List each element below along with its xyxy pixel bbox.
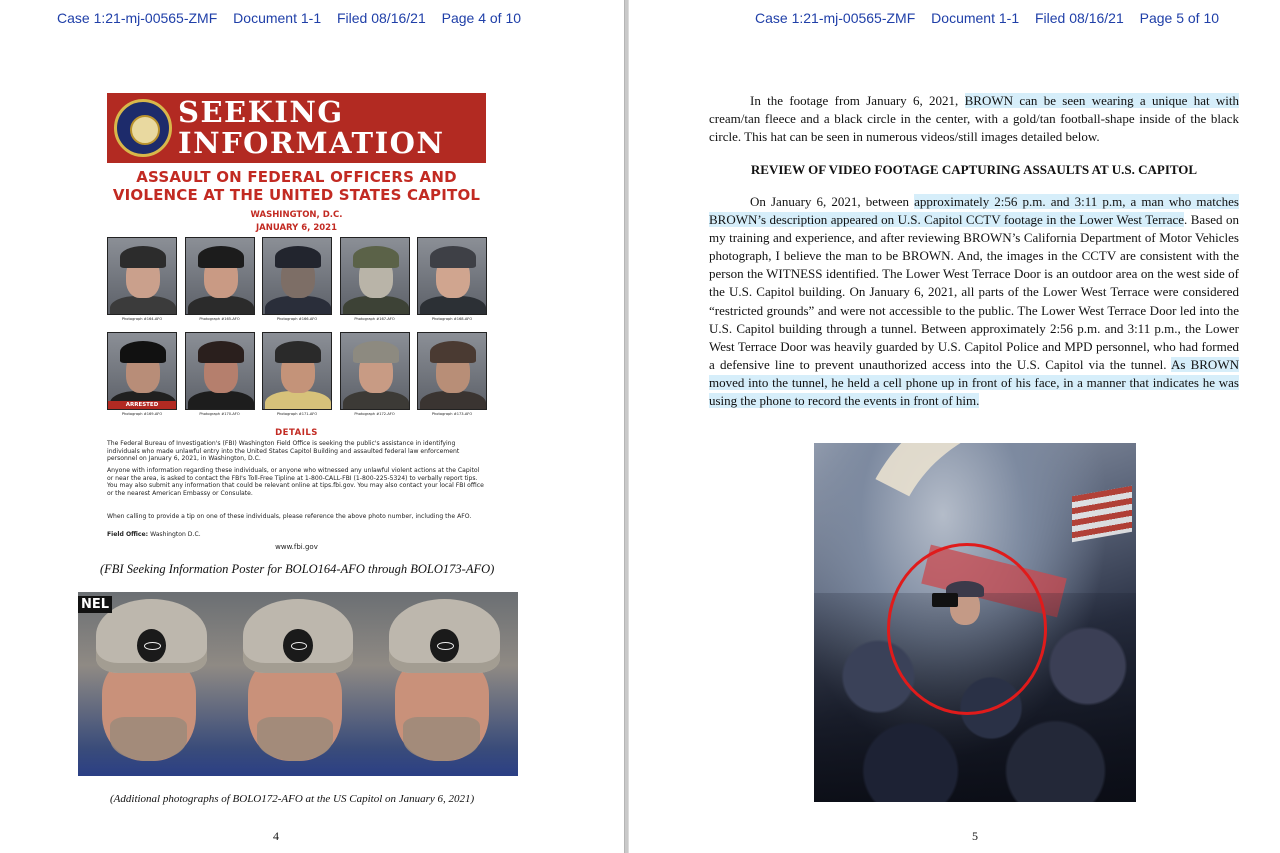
page-count: Page 4 of 10 <box>441 10 522 26</box>
case-header <box>755 10 1231 26</box>
suspect-photo <box>262 332 332 410</box>
video-overlay-label: NEL <box>78 596 112 613</box>
suspect-photo-card <box>417 332 487 416</box>
suspect-photo <box>107 332 177 410</box>
suspect-photo-card <box>107 332 177 416</box>
review-paragraph <box>709 193 1239 410</box>
suspect-photo-caption: Photograph #164-AFO <box>121 317 163 321</box>
page-count: Page 5 of 10 <box>1139 10 1220 26</box>
review-text: . Based on my training and experience, and after reviewing BROWN’s California Department of Motor Vehicles photograph, I believe the man to be BROWN. And, the images in the CCTV are consistent with the person the WITNESS identified. The Lower West Terrace Door is an outdoor area on the west side of the U.S. Capitol building. On January 6, 2021, all parts of the Lower West Terrace were considered “restricted grounds” and were not accessible to the public. The Lower West Terrace Door led into the U.S. Capitol building through a tunnel. Between approximately 2:56 p.m. and 3:11 p.m., the Lower West Terrace Door was heavily guarded by U.S. Capitol Police and MPD personnel, who had formed a defensive line to prevent unauthorized access into the U.S. Capitol via the tunnel. <box>709 212 1240 372</box>
document-page-5 <box>629 0 1280 853</box>
document-number: Document 1-1 <box>931 10 1020 26</box>
suspect-photo <box>185 332 255 410</box>
photo-strip-caption: (Additional photographs of BOLO172-AFO at the US Capitol on January 6, 2021) <box>110 793 475 805</box>
highlighted-text: approximately 2:56 p.m. and 3:11 p.m, a man who matches BROWN’s description appeared on U.S. Capitol CCTV footage in the Lower West Terrace <box>709 194 1239 228</box>
intro-text: cream/tan fleece and a black circle in the center, with a gold/tan football-shape inside of the black circle. This hat can be seen in numerous videos/still images detailed below. <box>709 111 1239 145</box>
poster-url: www.fbi.gov <box>275 543 318 551</box>
field-office-value: Washington D.C. <box>150 531 201 538</box>
suspect-photo-caption: Photograph #169-AFO <box>121 412 163 416</box>
page-number: 4 <box>273 829 279 843</box>
document-page-4 <box>0 0 624 853</box>
hat-emblem-icon <box>137 629 166 662</box>
document-number: Document 1-1 <box>233 10 322 26</box>
suspect-photo <box>185 237 255 315</box>
suspect-photo-caption: Photograph #172-AFO <box>354 412 395 416</box>
poster-subtitle: ASSAULT ON FEDERAL OFFICERS AND VIOLENCE AT THE UNITED STATES CAPITOL <box>112 168 481 204</box>
suspect-photo-card <box>107 237 177 321</box>
review-text: On January 6, 2021, between <box>750 194 915 209</box>
suspect-photo-card <box>262 332 332 416</box>
suspect-photo-caption: Photograph #173-AFO <box>431 412 473 416</box>
poster-banner <box>107 93 486 163</box>
suspect-photo <box>107 237 177 315</box>
suspect-photo <box>262 237 332 315</box>
cctv-footage-still <box>814 443 1136 802</box>
suspect-photo-1 <box>78 592 225 776</box>
intro-paragraph <box>709 92 1239 146</box>
highlighted-text: BROWN can be seen wearing a unique hat with <box>964 93 1240 108</box>
poster-title: SEEKING INFORMATION <box>178 95 445 160</box>
details-paragraph: Anyone with information regarding these individuals, or anyone who witnessed any unlawful violent actions at the Capitol or near the area, is asked to contact the FBI's Toll-Free Tipline at 1-800-CALL-FBI (1-800-225-5324) to verbally report tips. You may also submit any information that could be relevant online at tips.fbi.gov. You may also contact your local FBI office or the nearest American Embassy or Consulate. <box>107 467 484 497</box>
details-paragraph: The Federal Bureau of Investigation's (FBI) Washington Field Office is seeking the public's assistance in identifying individuals who made unlawful entry into the United States Capitol Building and assaulted federal law enforcement personnel on January 6, 2021, in Washington, D.C. <box>107 440 460 463</box>
fbi-seeking-information-poster <box>107 93 486 555</box>
suspect-photo-card <box>417 237 487 321</box>
suspect-photo-caption: Photograph #166-AFO <box>276 317 318 321</box>
fbi-seal-icon <box>114 99 172 157</box>
suspect-photo-caption: Photograph #165-AFO <box>199 317 240 321</box>
suspect-photo <box>340 237 410 315</box>
suspect-photo-caption: Photograph #170-AFO <box>199 412 240 416</box>
filed-date: Filed 08/16/21 <box>1035 10 1124 26</box>
additional-photos-strip <box>78 592 518 776</box>
field-office <box>107 531 201 538</box>
suspect-photo-card <box>340 237 410 321</box>
poster-location: WASHINGTON, D.C. <box>250 210 343 220</box>
hat-emblem-icon <box>283 629 312 662</box>
suspect-photo-caption: Photograph #171-AFO <box>276 412 318 416</box>
suspect-photo-2 <box>225 592 371 776</box>
highlighted-text: As BROWN moved into the tunnel, he held a cell phone up in front of his face, in a manner that indicates he was using the phone to record the events in front of him. <box>709 356 1239 409</box>
intro-text: In the footage from January 6, 2021, <box>750 93 965 108</box>
suspect-photo-caption: Photograph #168-AFO <box>431 317 473 321</box>
poster-date: JANUARY 6, 2021 <box>255 223 338 233</box>
suspect-photo-3 <box>371 592 518 776</box>
case-number: Case 1:21-mj-00565-ZMF <box>755 10 916 26</box>
details-heading: DETAILS <box>275 428 318 438</box>
section-heading: REVIEW OF VIDEO FOOTAGE CAPTURING ASSAULTS AT U.S. CAPITOL <box>750 162 1198 177</box>
suspect-photo <box>340 332 410 410</box>
filed-date: Filed 08/16/21 <box>337 10 426 26</box>
hat-emblem-icon <box>430 629 459 662</box>
suspect-photo-caption: Photograph #167-AFO <box>354 317 395 321</box>
suspect-photo <box>417 237 487 315</box>
case-header <box>57 10 533 26</box>
suspect-photo-card <box>185 237 255 321</box>
suspect-photo-card <box>340 332 410 416</box>
suspect-photo-grid <box>107 237 486 416</box>
red-annotation-circle <box>887 543 1047 715</box>
details-paragraph: When calling to provide a tip on one of these individuals, please reference the above photo number, including the AFO. <box>107 513 472 520</box>
arrested-badge: ARRESTED <box>108 401 176 409</box>
suspect-photo-card <box>262 237 332 321</box>
poster-caption: (FBI Seeking Information Poster for BOLO164-AFO through BOLO173-AFO) <box>100 562 495 576</box>
case-number: Case 1:21-mj-00565-ZMF <box>57 10 218 26</box>
page-number: 5 <box>972 829 978 843</box>
suspect-photo-card <box>185 332 255 416</box>
field-office-label: Field Office: <box>107 531 149 538</box>
suspect-photo <box>417 332 487 410</box>
